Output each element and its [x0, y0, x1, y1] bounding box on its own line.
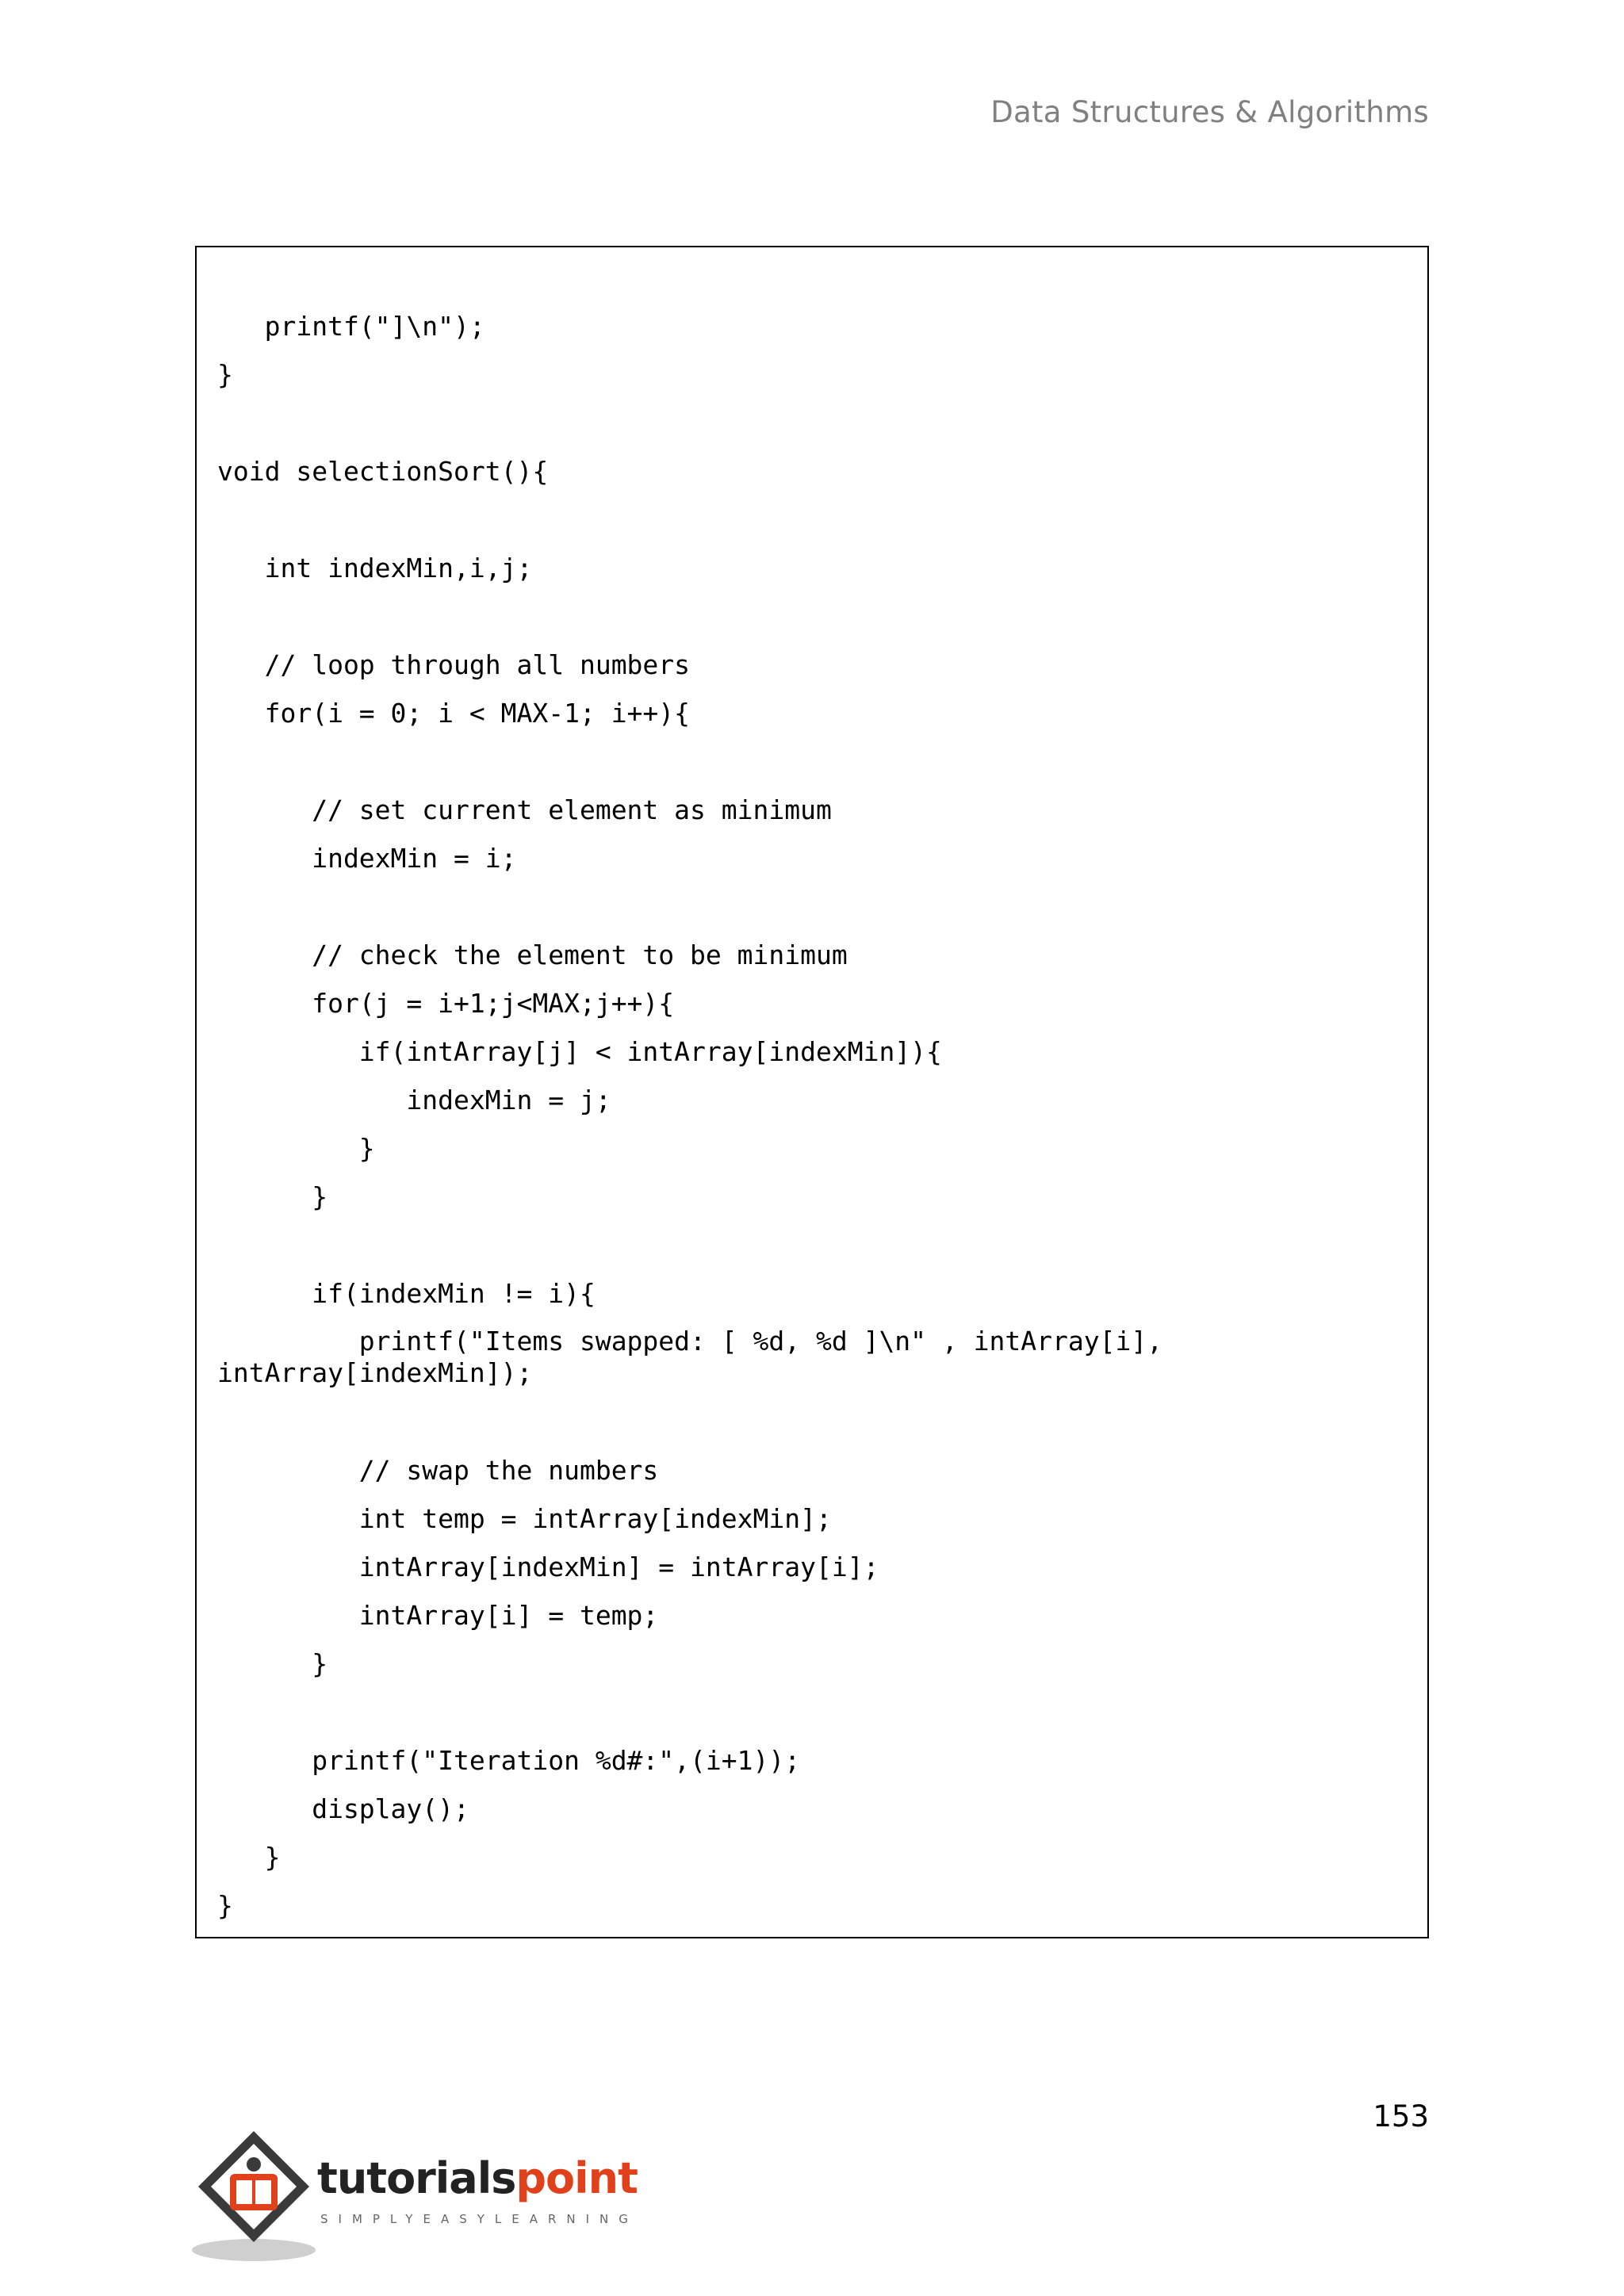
code-line: intArray[i] = temp; — [217, 1600, 659, 1631]
code-line: indexMin = i; — [217, 843, 517, 874]
code-line — [217, 592, 1162, 641]
logo-tagline: SIMPLYEASYLEARNING — [320, 2212, 638, 2226]
code-line: for(i = 0; i < MAX-1; i++){ — [217, 698, 691, 729]
code-line: } — [217, 1648, 328, 1679]
logo-wordmark: tutorialspoint — [317, 2153, 638, 2203]
code-line: int indexMin,i,j; — [217, 553, 533, 584]
code-line — [217, 1688, 1162, 1736]
code-line — [217, 882, 1162, 931]
code-listing — [217, 302, 1162, 1930]
code-line: // swap the numbers — [217, 1455, 659, 1486]
code-line: printf("]\n"); — [217, 311, 485, 342]
code-line: // set current element as minimum — [217, 794, 832, 825]
code-line: indexMin = j; — [217, 1085, 611, 1115]
code-line: if(intArray[j] < intArray[indexMin]){ — [217, 1036, 942, 1067]
code-line: display(); — [217, 1793, 469, 1824]
page-number: 153 — [1373, 2099, 1429, 2133]
tutorialspoint-logo — [190, 2125, 638, 2267]
code-line: } — [217, 1842, 281, 1873]
code-line: intArray[indexMin] = intArray[i]; — [217, 1552, 879, 1582]
code-line: int temp = intArray[indexMin]; — [217, 1503, 832, 1534]
code-line: if(indexMin != i){ — [217, 1278, 596, 1309]
code-line: } — [217, 1181, 328, 1212]
code-line — [217, 399, 1162, 447]
code-line: printf("Items swapped: [ %d, %d ]\n" , intArray[i], intArray[indexMin]); — [217, 1326, 1163, 1388]
logo-emblem-icon — [190, 2125, 325, 2267]
code-line: void selectionSort(){ — [217, 456, 549, 487]
code-line: for(j = i+1;j<MAX;j++){ — [217, 988, 675, 1019]
code-line: } — [217, 359, 233, 390]
code-line: // loop through all numbers — [217, 649, 691, 680]
code-block — [195, 246, 1429, 1938]
code-line: // check the element to be minimum — [217, 939, 848, 970]
code-line — [217, 496, 1162, 544]
code-line — [217, 737, 1162, 786]
code-line: } — [217, 1133, 375, 1164]
code-line — [217, 1221, 1162, 1269]
code-line: printf("Iteration %d#:",(i+1)); — [217, 1745, 801, 1776]
code-line — [217, 1398, 1162, 1446]
running-header: Data Structures & Algorithms — [990, 95, 1429, 129]
code-line: } — [217, 1890, 233, 1921]
